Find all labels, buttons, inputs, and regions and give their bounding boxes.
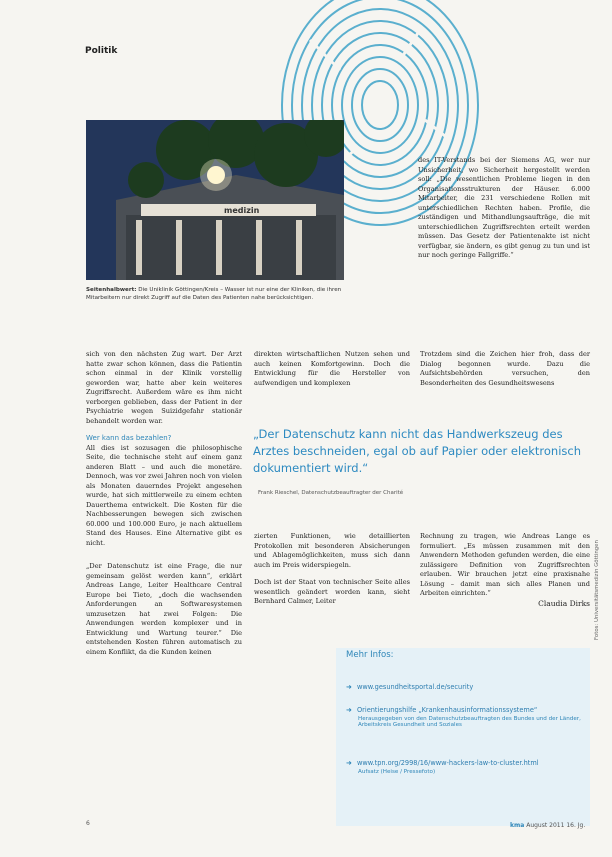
article-column-top-right: des IT-Verstands bei der Siemens AG, wer nur Unsicherheit, wo Sicherheit hergestellt werden soll: „Die wesentlichen Probleme liegen in den Organisationsstrukturen der Häuser. 6.000 Mitarbeiter, die 231 verschiedene Rollen mit unterschiedlichen Rechten haben. Profile, die zuständigen und Mithandlungsaufträge, die mit unterschiedlichen Zugriffsrechten erteilt werden müssen. Das Gesetz der Patientenakte ist nicht verfügbar, sie ändern, es gibt genug zu tun und ist nur noch geringe Fallgriffe.“ (418, 156, 590, 259)
column1-paragraph-2: All dies ist sozusagen die philosophische Seite, die technische steht auf einem ganz anderen Blatt – und auch die monetäre. Dennoch, was vor zwei Jahren noch von vielen als Monaten dauerndes Projekt angesehen wurde, hat sich mittlerweile zu einem echten Dauerthema entwickelt. Die Kosten für die Nachbesserungen bewegen sich zwischen 60.000 und 100.000 Euro, je nach aktuellem Stand des Hauses. Eine Alternative gibt es nicht. (86, 443, 242, 547)
arrow-icon: ➜ (346, 759, 352, 767)
info-link-2[interactable] (346, 697, 584, 728)
info-link-3-text[interactable]: www.tpn.org/2998/16/www-hackers-law-to-cluster.html (356, 759, 539, 767)
pull-quote-source: Frank Rieschel, Datenschutzbeauftragter der Charité (258, 490, 404, 496)
hospital-sign: medizin (224, 206, 260, 215)
photo-credit: Fotos: Universitätsmedizin Göttingen (594, 540, 600, 640)
article-column-2-bottom (254, 532, 410, 615)
article-column-3-top: Trotzdem sind die Zeichen hier froh, dass der Dialog begonnen wurde. Dazu die Aufsichtsbehörden versuchen, den Besonderheiten des Gesundheitswesens (420, 350, 590, 387)
info-link-3[interactable] (346, 750, 584, 775)
article-column-3-bottom (420, 532, 590, 608)
page-number: 6 (86, 820, 90, 827)
article-column-1 (86, 350, 242, 665)
info-link-2-text[interactable]: Orientierungshilfe „Krankenhausinformationssysteme“ (356, 706, 538, 714)
arrow-icon: ➜ (346, 683, 352, 691)
column1-paragraph-1: sich von den nächsten Zug wart. Der Arzt hatte zwar schon können, dass die Patientin schon einmal in der Klinik vorstellig geworden war, hatte aber kein weiteres Zugriffsrecht. Außerdem wäre es ihm nicht verborgen geblieben, dass der Patient in der Psychiatrie wegen Suizidgefahr stationär behandelt worden war. (86, 350, 242, 425)
info-link-1[interactable] (346, 674, 584, 693)
info-link-3-description: Aufsatz (Heise / Pressefoto) (358, 769, 436, 775)
info-box-title: Mehr Infos: (346, 650, 394, 660)
footer-magazine: kma (510, 822, 525, 829)
footer-volume: 16. Jg. (566, 822, 586, 829)
column2-paragraph-2: Doch ist der Staat von technischer Seite alles wesentlich geändert worden kann, sieht Bernhard Calmer, Leiter (254, 578, 410, 605)
footer-issue: August 2011 (526, 822, 565, 829)
column1-paragraph-3: „Der Datenschutz ist eine Frage, die nur gemeinsam gelöst werden kann“, erklärt Andreas Lange, Leiter Healthcare Central Europe bei Tieto, „doch die wachsenden Anforderungen an Softwaresystemen umzusetzen hat zwei Folgen: Die Anwendungen werden komplexer und in Entwicklung und Wartung teurer.“ Die entstehenden Kosten führen automatisch zu einem Konflikt, da die Kunden keinen (86, 562, 242, 656)
section-title: Politik (85, 46, 118, 56)
column1-subheading: Wer kann das bezahlen? (86, 434, 172, 442)
hospital-photo (86, 120, 344, 280)
column3-paragraph-1: Rechnung zu tragen, wie Andreas Lange es formuliert. „Es müssen zusammen mit den Anwendern Methoden gefunden werden, die eine zulässigere Definition von Zugriffsrechten erlauben. Wir brauchen jetzt eine praxisnahe Lösung – damit man sich alles Planen und Arbeiten einrichten.“ (420, 532, 590, 597)
info-link-2-description: Herausgegeben von den Datenschutzbeauftragten des Bundes und der Länder, Arbeitskreis Gesundheit und Soziales (358, 716, 581, 728)
arrow-icon: ➜ (346, 706, 352, 714)
article-column-2-top: direkten wirtschaftlichen Nutzen sehen und auch keinen Komfortgewinn. Doch die Entwicklung für die Hersteller von aufwendigen und komplexen (254, 350, 410, 387)
caption-lead: Seitenhalbwert: (86, 287, 137, 293)
footer-magazine-info (510, 822, 585, 829)
author-name: Claudia Dirks (538, 598, 590, 608)
caption-text: Die Uniklinik Göttingen/Kreis – Wasser ist nur eine der Kliniken, die ihren Mitarbeitern nur direkt Zugriff auf die Daten des Patienten nahe berücksichtigen. (86, 287, 342, 301)
photo-caption (86, 286, 344, 302)
column2-paragraph-1: zierten Funktionen, wie detaillierten Protokollen mit besonderen Absicherungen und Ablagemöglichkeiten, muss sich dann auch im Preis widerspiegeln. (254, 532, 410, 569)
pull-quote: „Der Datenschutz kann nicht das Handwerkszeug des Arztes beschneiden, egal ob auf Papier oder elektronisch dokumentiert wird.“ (253, 427, 582, 475)
info-link-1-text[interactable]: www.gesundheitsportal.de/security (356, 683, 474, 691)
